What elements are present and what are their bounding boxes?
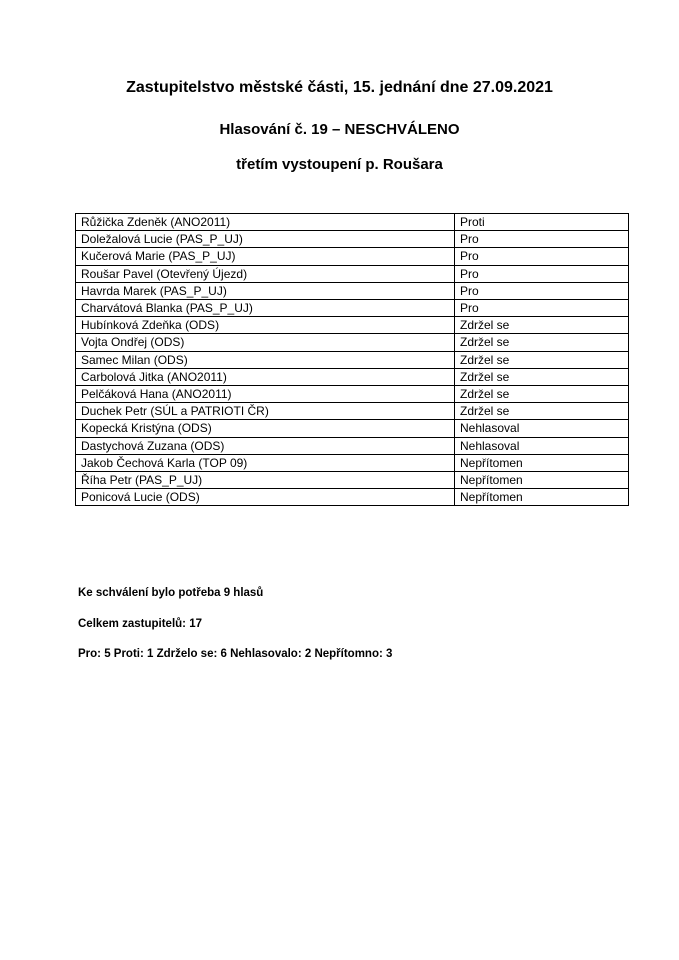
document-title: Zastupitelstvo městské části, 15. jednání dne 27.09.2021 <box>126 79 553 96</box>
member-name-cell: Jakob Čechová Karla (TOP 09) <box>76 454 455 471</box>
vote-value-cell: Proti <box>455 214 629 231</box>
vote-value-cell: Pro <box>455 265 629 282</box>
vote-value-cell: Nepřítomen <box>455 454 629 471</box>
vote-value-cell: Pro <box>455 231 629 248</box>
table-row <box>76 420 629 437</box>
vote-value-cell: Zdržel se <box>455 351 629 368</box>
vote-value-cell: Pro <box>455 248 629 265</box>
table-row <box>76 300 629 317</box>
table-row <box>76 386 629 403</box>
member-name-cell: Říha Petr (PAS_P_UJ) <box>76 472 455 489</box>
vote-value-cell: Zdržel se <box>455 403 629 420</box>
member-name-cell: Dastychová Zuzana (ODS) <box>76 437 455 454</box>
vote-value-cell: Pro <box>455 300 629 317</box>
vote-value-cell: Nehlasoval <box>455 437 629 454</box>
table-row <box>76 317 629 334</box>
vote-subject-heading: třetím vystoupení p. Roušara <box>236 156 443 173</box>
member-name-cell: Hubínková Zdeňka (ODS) <box>76 317 455 334</box>
vote-value-cell: Pro <box>455 282 629 299</box>
member-name-cell: Vojta Ondřej (ODS) <box>76 334 455 351</box>
vote-value-cell: Nehlasoval <box>455 420 629 437</box>
table-row <box>76 231 629 248</box>
member-name-cell: Ponicová Lucie (ODS) <box>76 489 455 506</box>
vote-value-cell: Zdržel se <box>455 386 629 403</box>
table-row <box>76 265 629 282</box>
table-row <box>76 214 629 231</box>
table-row <box>76 454 629 471</box>
member-name-cell: Duchek Petr (SÚL a PATRIOTI ČR) <box>76 403 455 420</box>
quorum-summary: Ke schválení bylo potřeba 9 hlasů <box>78 587 264 599</box>
vote-value-cell: Nepřítomen <box>455 472 629 489</box>
member-name-cell: Charvátová Blanka (PAS_P_UJ) <box>76 300 455 317</box>
vote-result-heading: Hlasování č. 19 – NESCHVÁLENO <box>219 121 460 138</box>
member-name-cell: Doležalová Lucie (PAS_P_UJ) <box>76 231 455 248</box>
total-members-summary: Celkem zastupitelů: 17 <box>78 618 202 630</box>
voting-table <box>75 213 629 506</box>
member-name-cell: Kopecká Kristýna (ODS) <box>76 420 455 437</box>
table-row <box>76 403 629 420</box>
member-name-cell: Kučerová Marie (PAS_P_UJ) <box>76 248 455 265</box>
table-row <box>76 282 629 299</box>
table-row <box>76 368 629 385</box>
member-name-cell: Samec Milan (ODS) <box>76 351 455 368</box>
member-name-cell: Carbolová Jitka (ANO2011) <box>76 368 455 385</box>
table-row <box>76 437 629 454</box>
table-row <box>76 351 629 368</box>
member-name-cell: Růžička Zdeněk (ANO2011) <box>76 214 455 231</box>
table-row <box>76 472 629 489</box>
vote-value-cell: Nepřítomen <box>455 489 629 506</box>
member-name-cell: Roušar Pavel (Otevřený Újezd) <box>76 265 455 282</box>
vote-value-cell: Zdržel se <box>455 334 629 351</box>
member-name-cell: Pelčáková Hana (ANO2011) <box>76 386 455 403</box>
member-name-cell: Havrda Marek (PAS_P_UJ) <box>76 282 455 299</box>
vote-value-cell: Zdržel se <box>455 368 629 385</box>
vote-value-cell: Zdržel se <box>455 317 629 334</box>
table-row <box>76 334 629 351</box>
vote-tally-summary: Pro: 5 Proti: 1 Zdrželo se: 6 Nehlasovalo: 2 Nepřítomno: 3 <box>78 648 393 660</box>
table-row <box>76 489 629 506</box>
table-row <box>76 248 629 265</box>
